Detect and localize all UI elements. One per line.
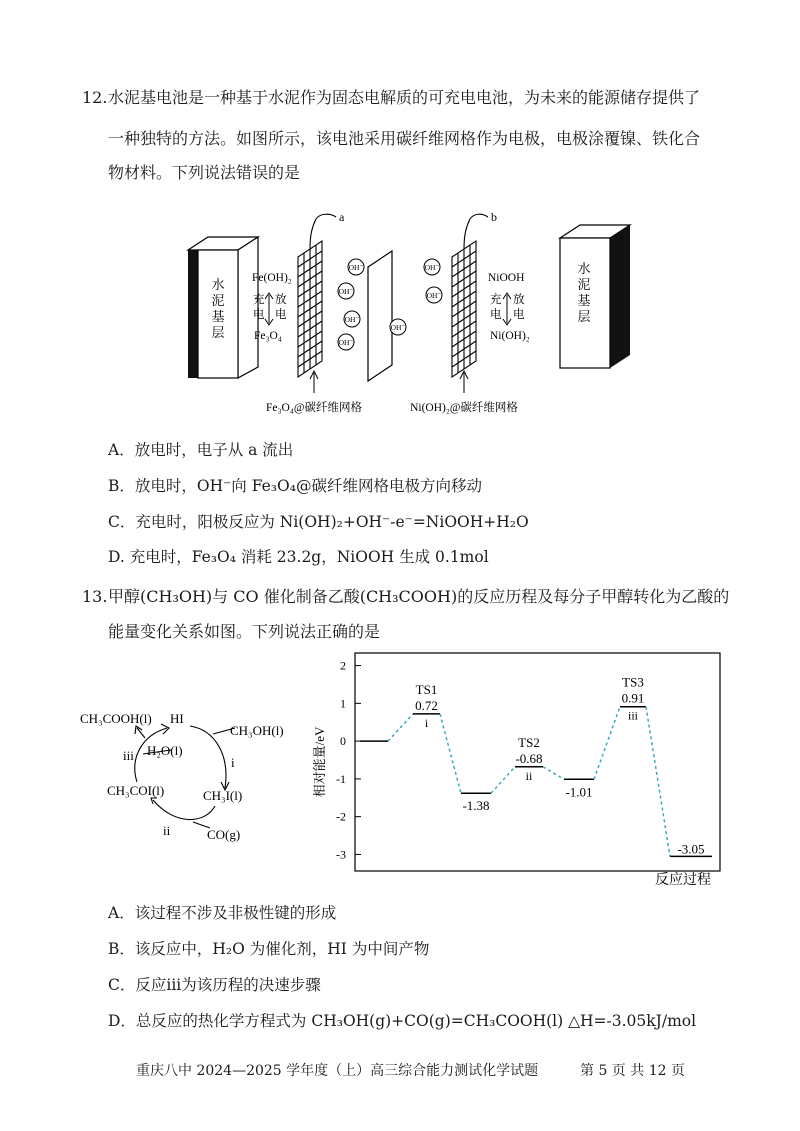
footer-exam-title: 重庆八中 2024—2025 学年度（上）高三综合能力测试化学试题 bbox=[136, 1063, 539, 1079]
y-tick-label: 2 bbox=[340, 658, 346, 673]
left-block-char-4: 层 bbox=[211, 325, 225, 340]
electrode-b-label: b bbox=[491, 210, 497, 224]
pathway-segment bbox=[543, 767, 564, 779]
step-label: iii bbox=[627, 708, 639, 723]
ion-7: OH⁻ bbox=[426, 291, 442, 300]
left-block-char-2: 泥 bbox=[211, 293, 225, 308]
ion-4: OH⁻ bbox=[338, 338, 354, 347]
left-mesh-pointer-icon bbox=[310, 371, 318, 393]
q12-number: 12. bbox=[82, 88, 108, 107]
right-block-char-1: 水 bbox=[577, 261, 591, 276]
left-discharge-char-2: 电 bbox=[275, 309, 287, 321]
q13-option-a: A．该过程不涉及非极性键的形成 bbox=[108, 904, 337, 922]
q12-option-c: C．充电时，阳极反应为 Ni(OH)₂+OH⁻-e⁻=NiOOH+H₂O bbox=[108, 513, 529, 531]
y-tick-label: 0 bbox=[340, 734, 346, 749]
right-arrows-icon bbox=[503, 293, 511, 325]
right-mesh-label: Ni(OH)₂@碳纤维网格 bbox=[410, 402, 518, 414]
right-mesh-pointer-icon bbox=[460, 371, 468, 393]
cycle-ch3coi: CH₃COI(l) bbox=[107, 783, 165, 798]
cycle-ch3cooh: CH₃COOH(l) bbox=[80, 711, 152, 726]
pathway-segment bbox=[646, 707, 670, 857]
cycle-arrow-i-icon bbox=[190, 726, 226, 788]
left-bottom-species: Fe₃O₄ bbox=[254, 330, 282, 342]
right-cement-block bbox=[560, 225, 630, 368]
q12-option-b: B．放电时，OH⁻向 Fe₃O₄@碳纤维网格电极方向移动 bbox=[108, 477, 482, 495]
left-discharge-char-1: 放 bbox=[275, 294, 287, 306]
left-mesh-label: Fe₃O₄@碳纤维网格 bbox=[266, 402, 362, 414]
energy-value-label: 0.72 bbox=[415, 697, 438, 713]
ion-2: OH⁻ bbox=[338, 287, 354, 296]
step-label: i bbox=[424, 715, 429, 730]
left-block-char-3: 基 bbox=[211, 309, 225, 324]
y-tick-label: -3 bbox=[336, 847, 346, 862]
left-cement-block bbox=[188, 237, 258, 378]
right-charge-char-2: 电 bbox=[490, 309, 502, 321]
ion-6: OH⁻ bbox=[424, 263, 440, 272]
cycle-step-ii: ii bbox=[163, 823, 171, 838]
ts-label: TS2 bbox=[518, 734, 540, 750]
cycle-ch3i: CH₃I(l) bbox=[203, 788, 243, 803]
ts-label: TS1 bbox=[415, 681, 438, 697]
right-block-char-2: 泥 bbox=[577, 277, 591, 292]
q12-stem-line-3: 物材料。下列说法错误的是 bbox=[108, 163, 301, 182]
q13-option-c: C．反应iii为该历程的决速步骤 bbox=[108, 976, 321, 994]
left-mesh-electrode bbox=[298, 214, 336, 377]
cycle-hi: HI bbox=[170, 711, 184, 726]
step-label: ii bbox=[525, 768, 533, 783]
right-block-char-3: 基 bbox=[577, 293, 591, 308]
y-tick-label: -2 bbox=[336, 809, 346, 824]
energy-value-label: -0.68 bbox=[515, 750, 543, 766]
left-block-char-1: 水 bbox=[211, 277, 225, 292]
ion-1: OH⁻ bbox=[348, 263, 364, 272]
energy-value-label: -1.38 bbox=[462, 798, 490, 814]
footer-page-number: 第 5 页 共 12 页 bbox=[580, 1063, 685, 1079]
q12-stem-line-1: 水泥基电池是一种基于水泥作为固态电解质的可充电电池，为未来的能源储存提供了 bbox=[108, 88, 701, 107]
battery-figure bbox=[180, 205, 640, 430]
pathway-segment bbox=[388, 714, 413, 741]
cycle-h2o: H₂O(l) bbox=[147, 743, 183, 758]
energy-value-label: -1.01 bbox=[565, 784, 593, 800]
energy-profile-chart bbox=[300, 640, 730, 890]
cycle-co: CO(g) bbox=[207, 827, 241, 842]
right-discharge-char-1: 放 bbox=[513, 294, 525, 306]
left-charge-char-2: 电 bbox=[253, 309, 265, 321]
right-mesh-electrode bbox=[452, 214, 488, 377]
y-tick-label: -1 bbox=[336, 771, 346, 786]
catalytic-cycle-diagram bbox=[75, 700, 310, 850]
left-top-species: Fe(OH)₂ bbox=[252, 272, 292, 284]
cycle-ch3oh: CH₃OH(l) bbox=[230, 723, 284, 738]
q12-option-a: A．放电时，电子从 a 流出 bbox=[108, 441, 294, 459]
q13-stem-line-2: 能量变化关系如图。下列说法正确的是 bbox=[108, 622, 381, 641]
ion-5: OH⁻ bbox=[390, 323, 406, 332]
cycle-step-i: i bbox=[231, 755, 235, 770]
ion-3: OH⁻ bbox=[344, 315, 360, 324]
left-charge-char-1: 充 bbox=[253, 294, 265, 306]
energy-value-label: -3.05 bbox=[677, 841, 705, 857]
electrode-a-label: a bbox=[339, 210, 345, 224]
cycle-step-iii: iii bbox=[123, 748, 134, 763]
pathway-segment bbox=[440, 714, 461, 793]
right-block-char-4: 层 bbox=[577, 309, 591, 324]
q13-stem-line-1: 甲醇(CH₃OH)与 CO 催化制备乙酸(CH₃COOH)的反应历程及每分子甲醇转化为乙酸的 bbox=[108, 587, 730, 606]
separator-membrane bbox=[368, 251, 392, 381]
q12-option-d: D. 充电时，Fe₃O₄ 消耗 23.2g，NiOOH 生成 0.1mol bbox=[108, 548, 489, 566]
y-axis-label: 相对能量/eV bbox=[312, 726, 327, 798]
left-arrows-icon bbox=[265, 293, 273, 325]
pathway-segment bbox=[594, 707, 620, 780]
y-tick-label: 1 bbox=[340, 696, 346, 711]
right-discharge-char-2: 电 bbox=[513, 309, 525, 321]
q12-stem-line-2: 一种独特的方法。如图所示，该电池采用碳纤维网格作为电极，电极涂覆镍、铁化合 bbox=[108, 129, 701, 148]
q13-option-b: B．该反应中，H₂O 为催化剂，HI 为中间产物 bbox=[108, 940, 430, 958]
pathway-segment bbox=[491, 767, 515, 793]
x-axis-label: 反应过程 bbox=[655, 873, 711, 888]
q13-number: 13. bbox=[82, 587, 108, 606]
right-charge-char-1: 充 bbox=[490, 294, 502, 306]
right-bottom-species: Ni(OH)₂ bbox=[490, 330, 530, 342]
energy-value-label: 0.91 bbox=[621, 690, 645, 706]
ts-label: TS3 bbox=[622, 674, 644, 690]
right-top-species: NiOOH bbox=[488, 272, 525, 284]
q13-option-d: D．总反应的热化学方程式为 CH₃OH(g)+CO(g)=CH₃COOH(l) △H=-3.05kJ/mol bbox=[108, 1012, 697, 1030]
